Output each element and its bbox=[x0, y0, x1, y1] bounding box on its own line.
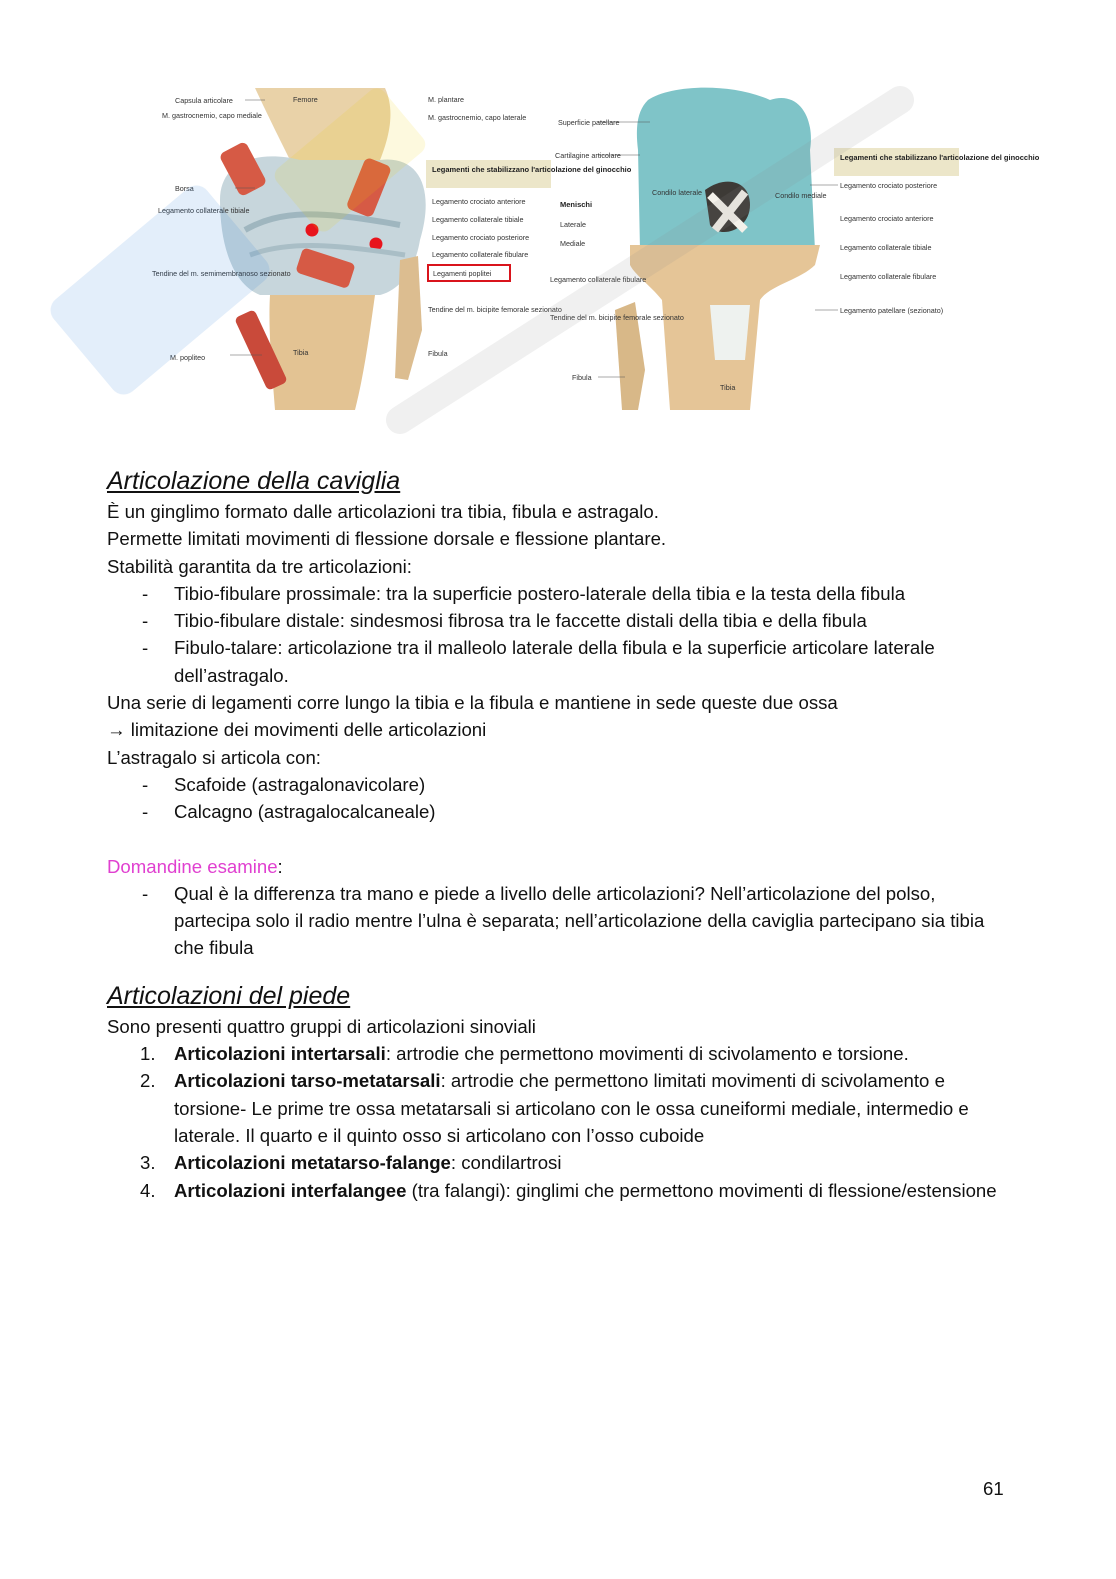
fig-label: Tendine del m. bicipite femorale sezionato bbox=[550, 313, 684, 322]
fig-label: M. gastrocnemio, capo mediale bbox=[162, 111, 262, 120]
articolazioni-list bbox=[107, 580, 1007, 689]
item-term: Articolazioni intertarsali bbox=[174, 1043, 386, 1065]
numbered-item bbox=[107, 1149, 1007, 1176]
paragraph-line: Sono presenti quattro gruppi di articolazioni sinoviali bbox=[107, 1015, 536, 1037]
fig-label: Borsa bbox=[175, 184, 194, 193]
box-item: Legamento collaterale fibulare bbox=[840, 272, 937, 281]
numbered-item bbox=[107, 1067, 1007, 1149]
item-term: Articolazioni interfalangee bbox=[174, 1179, 407, 1201]
section-title-caviglia: Articolazione della caviglia bbox=[107, 467, 401, 495]
fig-label: Tendine del m. bicipite femorale sezionato bbox=[428, 305, 562, 314]
page-number: 61 bbox=[983, 1478, 1004, 1499]
spacer bbox=[107, 826, 1007, 853]
list-item: - Calcagno (astragalocalcaneale) bbox=[107, 798, 1007, 825]
fig-label: M. plantare bbox=[428, 95, 464, 104]
fig-label: Fibula bbox=[572, 373, 592, 382]
box-item: Legamento collaterale tibiale bbox=[432, 215, 524, 224]
box-title: Legamenti che stabilizzano l'articolazione del ginocchio bbox=[840, 153, 1040, 162]
box-item: Legamento collaterale fibulare bbox=[432, 250, 529, 259]
fig-label: M. gastrocnemio, capo laterale bbox=[428, 113, 527, 122]
item-number: 4. bbox=[140, 1179, 156, 1201]
paragraph-line: Stabilità garantita da tre articolazioni: bbox=[107, 555, 412, 577]
fig-label: Femore bbox=[293, 95, 318, 104]
list-item: - Scafoide (astragalonavicolare) bbox=[107, 771, 1007, 798]
box-item: Legamento crociato anteriore bbox=[432, 197, 526, 206]
item-text: (tra falangi): ginglimi che permettono movimenti di flessione/estensione bbox=[406, 1179, 997, 1201]
piede-list bbox=[107, 1040, 1007, 1204]
box-item: Legamento collaterale tibiale bbox=[840, 243, 932, 252]
box-item-highlighted: Legamenti poplitei bbox=[433, 269, 492, 278]
list-item: - Tibio-fibulare prossimale: tra la superficie postero-laterale della tibia e la testa della fibula bbox=[107, 580, 1007, 607]
item-text: : condilartrosi bbox=[450, 1152, 562, 1174]
item-text: : artrodie che permettono movimenti di scivolamento e torsione. bbox=[385, 1043, 909, 1065]
fig-label: Superficie patellare bbox=[558, 118, 620, 127]
numbered-item bbox=[107, 1177, 1007, 1204]
anterior-knee-drawing bbox=[615, 88, 820, 410]
fig-label: Condilo mediale bbox=[775, 191, 827, 200]
astragalo-list bbox=[107, 771, 1007, 826]
fig-label: Condilo laterale bbox=[652, 188, 702, 197]
box-title: Legamenti che stabilizzano l'articolazione del ginocchio bbox=[432, 165, 632, 174]
arrow-line bbox=[107, 716, 1007, 743]
fig-label: Cartilagine articolare bbox=[555, 151, 621, 160]
spacer bbox=[107, 962, 1007, 979]
list-item: - Qual è la differenza tra mano e piede a livello delle articolazioni? Nell’articolazione del polso, partecipa solo il radio mentre l’ulna è separata; nell’articolazione della caviglia partecipano sia tibia che fibula bbox=[107, 880, 1007, 962]
fig-label: Capsula articolare bbox=[175, 96, 233, 105]
item-text: : artrodie che permettono limitati movimenti di scivolamento e torsione- Le prime tre ossa metatarsali si articolano con le ossa cuneiformi mediale, intermedio e laterale. Il quarto e il quinto osso si articolano con l’osso cuboide bbox=[174, 1070, 969, 1146]
item-number: 3. bbox=[140, 1152, 156, 1174]
fig-label: Legamento collaterale fibulare bbox=[550, 275, 647, 284]
item-term: Articolazioni metatarso-falange bbox=[174, 1152, 451, 1174]
box-item: Legamento crociato posteriore bbox=[432, 233, 530, 242]
exam-colon: : bbox=[277, 855, 283, 877]
fig-label: Tendine del m. semimembranoso sezionato bbox=[152, 269, 291, 278]
fig-label: Tibia bbox=[293, 348, 309, 357]
page-content bbox=[107, 464, 1007, 1204]
box-item: Legamento crociato anteriore bbox=[840, 214, 934, 223]
section-title-piede: Articolazioni del piede bbox=[107, 981, 351, 1010]
paragraph-line: Permette limitati movimenti di flessione dorsale e flessione plantare. bbox=[107, 528, 667, 550]
fig-label: Menischi bbox=[560, 200, 593, 209]
arrow-icon: → bbox=[107, 719, 126, 741]
fig-label: Laterale bbox=[560, 220, 586, 229]
exam-list bbox=[107, 880, 1007, 962]
knee-anatomy-figure bbox=[150, 80, 1040, 420]
arrow-text: limitazione dei movimenti delle articolazioni bbox=[130, 719, 487, 741]
list-item: - Tibio-fibulare distale: sindesmosi fibrosa tra le faccette distali della tibia e della fibula bbox=[107, 607, 1007, 634]
exam-heading bbox=[107, 853, 1007, 880]
ligament-box-left bbox=[426, 160, 632, 358]
knee-illustration bbox=[150, 80, 1040, 420]
paragraph-line: Una serie di legamenti corre lungo la tibia e la fibula e mantiene in sede queste due ossa bbox=[107, 692, 838, 714]
paragraph-line: È un ginglimo formato dalle articolazioni tra tibia, fibula e astragalo. bbox=[107, 501, 659, 522]
fig-label: Legamento collaterale tibiale bbox=[158, 206, 250, 215]
paragraph-line: L’astragalo si articola con: bbox=[107, 746, 321, 768]
fig-label: Tibia bbox=[720, 383, 736, 392]
posterior-knee-drawing bbox=[218, 88, 425, 410]
item-number: 2. bbox=[140, 1070, 156, 1092]
item-term: Articolazioni tarso-metatarsali bbox=[174, 1070, 441, 1092]
box-item: Legamento crociato posteriore bbox=[840, 181, 938, 190]
item-number: 1. bbox=[140, 1043, 156, 1065]
fig-label: M. popliteo bbox=[170, 353, 206, 362]
list-item: - Fibulo-talare: articolazione tra il malleolo laterale della fibula e la superficie articolare laterale dell’astragalo. bbox=[107, 634, 1007, 689]
fig-label: Fibula bbox=[428, 349, 448, 358]
numbered-item bbox=[107, 1040, 1007, 1067]
fig-label: Mediale bbox=[560, 239, 586, 248]
exam-label: Domandine esamine bbox=[107, 855, 278, 877]
ligament-box-right bbox=[810, 148, 1040, 315]
box-item: Legamento patellare (sezionato) bbox=[840, 306, 944, 315]
